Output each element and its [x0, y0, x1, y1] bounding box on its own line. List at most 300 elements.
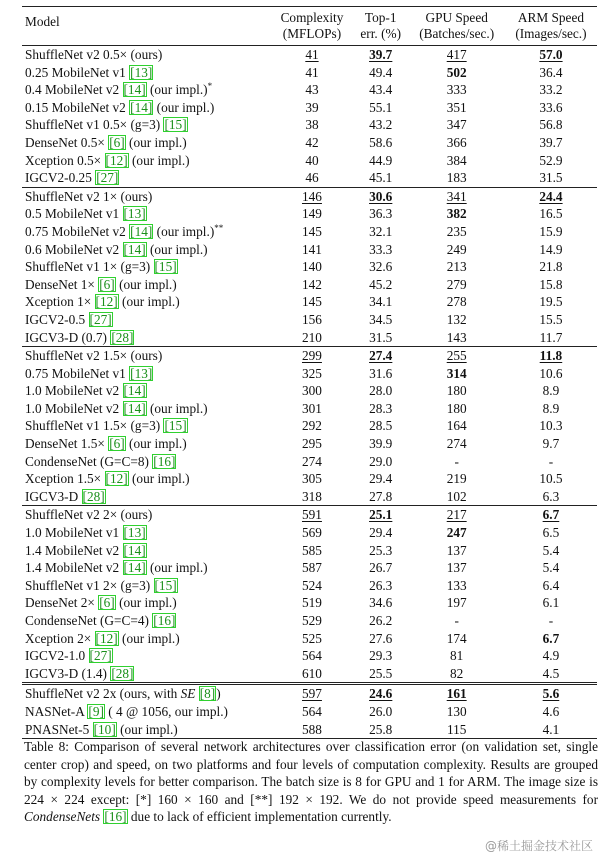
complexity-cell-value: 564	[301, 703, 322, 719]
complexity-cell-value: 42	[305, 134, 319, 150]
citation-link[interactable]: [16]	[104, 809, 127, 825]
gpu-speed-cell-value: 384	[446, 152, 467, 168]
table-row	[22, 542, 597, 560]
citation-link[interactable]: [15]	[154, 259, 177, 275]
gpu-speed-cell	[408, 347, 504, 365]
gpu-speed-cell-value: 219	[446, 471, 467, 487]
complexity-cell	[271, 470, 353, 488]
table-caption	[24, 738, 598, 826]
top1-cell	[353, 347, 409, 365]
gpu-speed-cell	[408, 276, 504, 294]
citation-link[interactable]: [8]	[199, 686, 216, 702]
citation-link[interactable]: [12]	[95, 630, 118, 646]
top1-cell	[353, 99, 409, 117]
table-row	[22, 435, 597, 453]
arm-speed-cell-value: 57.0	[539, 47, 563, 62]
complexity-cell	[271, 684, 353, 703]
model-name-text: IGCV3-D (0.7)	[25, 329, 111, 345]
gpu-speed-cell	[408, 258, 504, 276]
complexity-cell-value: 585	[301, 542, 322, 558]
arm-speed-cell	[505, 630, 597, 648]
arm-speed-cell-value: 9.7	[542, 436, 560, 452]
complexity-cell	[271, 116, 353, 134]
arm-speed-cell	[505, 241, 597, 259]
complexity-cell	[271, 453, 353, 471]
model-name-text: 1.0 MobileNet v2	[25, 383, 123, 399]
model-name-text: Xception 2×	[25, 630, 95, 646]
citation-link[interactable]: [14]	[123, 383, 146, 399]
header-arm-speed: ARM Speed (Images/sec.)	[505, 7, 597, 46]
arm-speed-cell-value: 4.9	[542, 648, 560, 664]
complexity-cell-value: 146	[301, 188, 322, 204]
complexity-cell	[271, 559, 353, 577]
arm-speed-cell-value: 6.7	[542, 630, 560, 646]
gpu-speed-cell	[408, 577, 504, 595]
complexity-cell-value: 145	[301, 223, 322, 239]
arm-speed-cell-value: 10.3	[539, 418, 563, 434]
citation-link[interactable]: [27]	[96, 170, 119, 186]
top1-cell	[353, 329, 409, 347]
header-top1: Top-1 err. (%)	[353, 7, 409, 46]
model-cell	[22, 453, 271, 471]
model-name-text: DenseNet 0.5×	[25, 134, 109, 150]
gpu-speed-cell-value: 174	[446, 630, 467, 646]
model-name-text: 1.4 MobileNet v2	[25, 560, 123, 576]
top1-cell-value: 32.6	[369, 259, 393, 275]
gpu-speed-cell	[408, 630, 504, 648]
gpu-speed-cell-value: 235	[446, 223, 467, 239]
arm-speed-cell	[505, 276, 597, 294]
top1-cell	[353, 721, 409, 739]
gpu-speed-cell	[408, 329, 504, 347]
model-name-text: (our impl.)	[146, 82, 208, 98]
complexity-cell-value: 292	[301, 418, 322, 434]
gpu-speed-cell	[408, 647, 504, 665]
complexity-cell	[271, 347, 353, 365]
arm-speed-cell-value: -	[548, 453, 554, 469]
citation-link[interactable]: [16]	[153, 613, 176, 628]
arm-speed-cell-value: 6.1	[542, 595, 560, 611]
model-name-text: Xception 1.5×	[25, 471, 105, 487]
top1-cell-value: 25.1	[369, 507, 393, 523]
top1-cell	[353, 400, 409, 418]
gpu-speed-cell	[408, 64, 504, 82]
citation-link[interactable]: [13]	[123, 206, 146, 222]
model-cell	[22, 524, 271, 542]
arm-speed-cell-value: 39.7	[539, 134, 563, 150]
arm-speed-cell-value: 6.3	[542, 488, 560, 504]
gpu-speed-cell	[408, 524, 504, 542]
top1-cell	[353, 524, 409, 542]
model-cell	[22, 417, 271, 435]
complexity-cell-value: 529	[301, 613, 322, 628]
complexity-cell	[271, 630, 353, 648]
model-name-text: 0.15 MobileNet v2	[25, 99, 130, 115]
gpu-speed-cell	[408, 152, 504, 170]
arm-speed-cell	[505, 311, 597, 329]
arm-speed-cell-value: 33.6	[539, 99, 563, 115]
table-row	[22, 293, 597, 311]
gpu-speed-cell-value: 197	[446, 595, 467, 611]
arm-speed-cell-value: 8.9	[542, 383, 560, 399]
complexity-cell	[271, 46, 353, 64]
header-complexity: Complexity (MFLOPs)	[271, 7, 353, 46]
gpu-speed-cell	[408, 665, 504, 684]
citation-link[interactable]: [14]	[130, 99, 153, 115]
gpu-speed-cell-value: 180	[446, 400, 467, 416]
complexity-cell-value: 300	[301, 383, 322, 399]
gpu-speed-cell-value: 417	[446, 47, 467, 62]
model-name-text: DenseNet 1×	[25, 276, 99, 292]
complexity-cell	[271, 703, 353, 721]
model-cell	[22, 81, 271, 99]
top1-cell-value: 45.1	[369, 170, 393, 186]
complexity-cell-value: 519	[301, 595, 322, 611]
top1-cell	[353, 276, 409, 294]
model-cell	[22, 488, 271, 506]
top1-cell	[353, 665, 409, 684]
gpu-speed-cell	[408, 187, 504, 205]
gpu-speed-cell	[408, 169, 504, 187]
table-row	[22, 152, 597, 170]
model-cell	[22, 329, 271, 347]
model-name-text: ShuffleNet v1 1.5× (g=3)	[25, 418, 164, 434]
arm-speed-cell-value: 8.9	[542, 400, 560, 416]
model-name-text: (our impl.)	[146, 241, 208, 257]
top1-cell	[353, 258, 409, 276]
model-cell	[22, 347, 271, 365]
top1-cell-value: 28.5	[369, 418, 393, 434]
citation-link[interactable]: [15]	[154, 577, 177, 593]
table-row	[22, 116, 597, 134]
table-row	[22, 559, 597, 577]
arm-speed-cell	[505, 542, 597, 560]
model-name-text: Xception 1×	[25, 294, 95, 310]
citation-link[interactable]: [13]	[130, 64, 153, 80]
citation-link[interactable]: [12]	[105, 471, 128, 487]
model-name-text: CondenseNet (G=C=8)	[25, 453, 153, 469]
table-row	[22, 311, 597, 329]
gpu-speed-cell	[408, 488, 504, 506]
gpu-speed-cell-value: -	[454, 453, 459, 469]
top1-cell	[353, 453, 409, 471]
citation-link[interactable]: [14]	[123, 241, 146, 257]
complexity-cell	[271, 134, 353, 152]
top1-cell	[353, 559, 409, 577]
header-gpu-speed: GPU Speed (Batches/sec.)	[408, 7, 504, 46]
top1-cell-value: 33.3	[369, 241, 393, 257]
top1-cell	[353, 506, 409, 524]
arm-speed-cell	[505, 116, 597, 134]
citation-link[interactable]: [28]	[111, 329, 134, 345]
model-name-text: ShuffleNet v1 0.5× (g=3)	[25, 117, 164, 133]
model-name-text: 0.5 MobileNet v1	[25, 206, 123, 222]
model-name-text: IGCV3-D	[25, 488, 82, 504]
model-cell	[22, 594, 271, 612]
complexity-cell-value: 210	[301, 329, 322, 345]
citation-link[interactable]: [15]	[164, 418, 187, 434]
arm-speed-cell-value: 24.4	[539, 188, 563, 204]
complexity-cell-value: 149	[301, 206, 322, 222]
citation-link[interactable]: [14]	[123, 560, 146, 576]
arm-speed-cell	[505, 417, 597, 435]
citation-link[interactable]: [14]	[123, 82, 146, 98]
table-row	[22, 205, 597, 223]
model-name-text: CondenseNet (G=C=4)	[25, 613, 153, 628]
arm-speed-cell-value: 14.9	[539, 241, 563, 257]
top1-cell	[353, 417, 409, 435]
arm-speed-cell	[505, 594, 597, 612]
gpu-speed-cell-value: 502	[446, 64, 467, 80]
caption-text: due to lack of efficient implementation currently.	[127, 809, 392, 825]
model-name-text: )	[216, 686, 221, 702]
model-cell	[22, 241, 271, 259]
complexity-cell-value: 588	[301, 721, 322, 737]
top1-cell-value: 34.6	[369, 595, 393, 611]
model-name-text: (our impl.)	[118, 294, 180, 310]
citation-link[interactable]: [6]	[109, 134, 125, 150]
arm-speed-cell-value: 16.5	[539, 206, 563, 222]
gpu-speed-cell	[408, 559, 504, 577]
complexity-cell-value: 274	[301, 453, 322, 469]
gpu-speed-cell-value: 102	[446, 488, 467, 504]
citation-link[interactable]: [15]	[164, 117, 187, 133]
top1-cell-value: 43.4	[369, 82, 393, 98]
model-name-text: DenseNet 1.5×	[25, 436, 109, 452]
top1-cell	[353, 647, 409, 665]
table-row	[22, 241, 597, 259]
model-name-text: ShuffleNet v1 2× (g=3)	[25, 577, 154, 593]
table-row	[22, 577, 597, 595]
citation-link[interactable]: [9]	[88, 703, 104, 719]
arm-speed-cell-value: 56.8	[539, 117, 563, 133]
citation-link[interactable]: [6]	[109, 436, 125, 452]
table-row	[22, 329, 597, 347]
top1-cell-value: 26.0	[369, 703, 393, 719]
model-name-text: IGCV2-1.0	[25, 648, 89, 664]
model-name-text: (our impl.)	[153, 223, 215, 239]
gpu-speed-cell	[408, 400, 504, 418]
top1-cell	[353, 630, 409, 648]
top1-cell	[353, 612, 409, 630]
model-cell	[22, 684, 271, 703]
model-name-text: (our impl.)	[153, 99, 215, 115]
arm-speed-cell	[505, 684, 597, 703]
gpu-speed-cell-value: 347	[446, 117, 467, 133]
gpu-speed-cell	[408, 116, 504, 134]
arm-speed-cell	[505, 721, 597, 739]
gpu-speed-cell-value: 143	[446, 329, 467, 345]
model-cell	[22, 400, 271, 418]
header-model: Model	[22, 7, 271, 46]
model-name-text: PNASNet-5	[25, 721, 93, 737]
gpu-speed-cell-value: 249	[446, 241, 467, 257]
complexity-cell	[271, 647, 353, 665]
citation-link[interactable]: [12]	[105, 152, 128, 168]
gpu-speed-cell-value: 164	[446, 418, 467, 434]
arm-speed-cell	[505, 506, 597, 524]
gpu-speed-cell	[408, 721, 504, 739]
arm-speed-cell	[505, 453, 597, 471]
complexity-cell	[271, 152, 353, 170]
watermark: @稀土掘金技术社区	[484, 839, 593, 853]
arm-speed-cell-value: 33.2	[539, 82, 563, 98]
complexity-cell-value: 597	[301, 686, 322, 702]
gpu-speed-cell-value: 341	[446, 188, 467, 204]
complexity-cell	[271, 400, 353, 418]
citation-link[interactable]: [12]	[95, 294, 118, 310]
complexity-cell	[271, 365, 353, 383]
model-name-text: (our impl.)	[146, 400, 208, 416]
complexity-cell-value: 318	[301, 488, 322, 504]
model-name-text: IGCV2-0.25	[25, 170, 96, 186]
arm-speed-cell	[505, 435, 597, 453]
model-name-text: ShuffleNet v2 2× (ours)	[25, 507, 153, 523]
top1-cell	[353, 241, 409, 259]
complexity-cell-value: 325	[301, 365, 322, 381]
top1-cell-value: 28.3	[369, 400, 393, 416]
gpu-speed-cell	[408, 382, 504, 400]
top1-cell	[353, 116, 409, 134]
table-row	[22, 665, 597, 684]
complexity-cell-value: 156	[301, 311, 322, 327]
citation-link[interactable]: [13]	[123, 525, 146, 541]
arm-speed-cell	[505, 559, 597, 577]
complexity-cell	[271, 417, 353, 435]
arm-speed-cell	[505, 365, 597, 383]
complexity-cell	[271, 223, 353, 241]
top1-cell-value: 29.3	[369, 648, 393, 664]
table-row	[22, 347, 597, 365]
gpu-speed-cell-value: 183	[446, 170, 467, 186]
complexity-cell-value: 46	[305, 170, 319, 186]
top1-cell-value: 45.2	[369, 276, 393, 292]
complexity-cell-value: 145	[301, 294, 322, 310]
table-row	[22, 64, 597, 82]
top1-cell	[353, 470, 409, 488]
model-cell	[22, 187, 271, 205]
gpu-speed-cell	[408, 223, 504, 241]
arm-speed-cell-value: 11.8	[539, 348, 563, 364]
table-row	[22, 169, 597, 187]
gpu-speed-cell-value: 333	[446, 82, 467, 98]
top1-cell	[353, 594, 409, 612]
model-cell	[22, 276, 271, 294]
model-cell	[22, 99, 271, 117]
complexity-cell-value: 610	[301, 665, 322, 681]
arm-speed-cell-value: 36.4	[539, 64, 563, 80]
model-name-text: 1.0 MobileNet v2	[25, 400, 123, 416]
gpu-speed-cell	[408, 205, 504, 223]
gpu-speed-cell-value: 82	[450, 665, 464, 681]
model-cell	[22, 116, 271, 134]
table-row	[22, 134, 597, 152]
table-row	[22, 81, 597, 99]
citation-link[interactable]: [28]	[111, 665, 134, 681]
model-cell	[22, 612, 271, 630]
top1-cell-value: 26.2	[369, 613, 393, 628]
arm-speed-cell-value: 52.9	[539, 152, 563, 168]
citation-link[interactable]: [16]	[153, 453, 176, 469]
model-cell	[22, 311, 271, 329]
citation-link[interactable]: [27]	[89, 648, 112, 664]
arm-speed-cell	[505, 488, 597, 506]
top1-cell-value: 29.4	[369, 525, 393, 541]
model-cell	[22, 647, 271, 665]
arm-speed-cell	[505, 46, 597, 64]
citation-link[interactable]: [13]	[130, 365, 153, 381]
complexity-cell-value: 295	[301, 436, 322, 452]
arm-speed-cell-value: 6.5	[542, 525, 560, 541]
complexity-cell	[271, 258, 353, 276]
arm-speed-cell-value: 11.7	[539, 329, 563, 345]
model-name-text: IGCV2-0.5	[25, 311, 89, 327]
complexity-cell-value: 41	[305, 47, 319, 62]
gpu-speed-cell	[408, 365, 504, 383]
arm-speed-cell	[505, 470, 597, 488]
model-cell	[22, 258, 271, 276]
top1-cell-value: 32.1	[369, 223, 393, 239]
top1-cell	[353, 542, 409, 560]
complexity-cell	[271, 542, 353, 560]
arm-speed-cell-value: 21.8	[539, 259, 563, 275]
gpu-speed-cell	[408, 470, 504, 488]
arm-speed-cell-value: 4.1	[542, 721, 560, 737]
gpu-speed-cell-value: 81	[450, 648, 464, 664]
arm-speed-cell-value: 31.5	[539, 170, 563, 186]
gpu-speed-cell	[408, 134, 504, 152]
complexity-cell	[271, 276, 353, 294]
complexity-cell	[271, 506, 353, 524]
model-name-text: 0.6 MobileNet v2	[25, 241, 123, 257]
model-cell	[22, 152, 271, 170]
model-name-text: ShuffleNet v2 1.5× (ours)	[25, 348, 163, 364]
arm-speed-cell	[505, 612, 597, 630]
citation-link[interactable]: [28]	[82, 488, 105, 504]
arm-speed-cell	[505, 134, 597, 152]
top1-cell	[353, 293, 409, 311]
complexity-cell	[271, 64, 353, 82]
complexity-cell-value: 43	[305, 82, 319, 98]
model-name-text: ShuffleNet v2 2x (ours, with	[25, 686, 181, 702]
gpu-speed-cell-value: 366	[446, 134, 467, 150]
top1-cell	[353, 205, 409, 223]
table-row	[22, 223, 597, 241]
arm-speed-cell-value: 15.9	[539, 223, 563, 239]
citation-link[interactable]: [14]	[123, 542, 146, 558]
top1-cell-value: 25.5	[369, 665, 393, 681]
model-name-text: (our impl.)	[116, 721, 178, 737]
citation-link[interactable]: [10]	[93, 721, 116, 737]
citation-link[interactable]: [14]	[123, 400, 146, 416]
arm-speed-cell	[505, 205, 597, 223]
citation-link[interactable]: [14]	[130, 223, 153, 239]
table-row	[22, 453, 597, 471]
table-row	[22, 382, 597, 400]
citation-link[interactable]: [27]	[89, 311, 112, 327]
citation-link[interactable]: [6]	[99, 595, 115, 611]
model-name-text: (our impl.)	[125, 436, 187, 452]
table-row	[22, 630, 597, 648]
model-cell	[22, 382, 271, 400]
arm-speed-cell-value: 4.6	[542, 703, 560, 719]
top1-cell	[353, 81, 409, 99]
complexity-cell-value: 301	[301, 400, 322, 416]
model-name-text: (our impl.)	[125, 134, 187, 150]
table-row	[22, 258, 597, 276]
top1-cell-value: 30.6	[369, 188, 393, 204]
citation-link[interactable]: [6]	[99, 276, 115, 292]
